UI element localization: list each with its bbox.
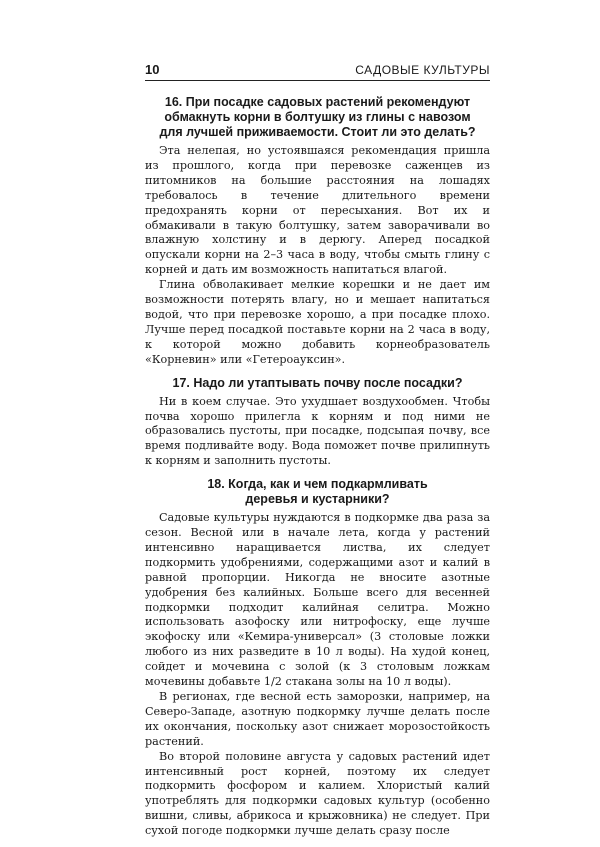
heading-line: 18. Когда, как и чем подкармливать (207, 477, 428, 492)
section-18 (145, 477, 490, 839)
section-heading (145, 376, 490, 391)
paragraph: Во второй половине августа у садовых растений идет интенсивный рост корней, поэтому их следует подкормить фосфором и калием. Хлористый калий употреблять для подкормки садовых культур (особенно вишни, сливы, абрикоса и крыжовника) не следует. При сухой погоде подкормки лучше делать сразу после (145, 749, 490, 838)
paragraph: Эта нелепая, но устоявшаяся рекомендация пришла из прошлого, когда при перевозке саженцев из питомников на большие расстояния на лошадях требовалось в течение длительного времени предохранять корни от пересыхания. Вот их и обмакивали в такую болтушку, затем заворачивали во влажную холстину и в дерюгу. Аперед посадкой опускали корни на 2–3 часа в воду, чтобы смыть глину с корней и дать им возможность напитаться влагой. (145, 144, 490, 277)
heading-line: обмакнуть корни в болтушку из глины с навозом (164, 110, 471, 124)
paragraph: В регионах, где весной есть заморозки, например, на Северо-Западе, азотную подкормку лучше делать после их окончания, поскольку азот снижает морозостойкость растений. (145, 690, 490, 748)
paragraph: Глина обволакивает мелкие корешки и не дает им возможности потерять влагу, но и мешает напитаться водой, что при перевозке хорошо, а при посадке плохо. Лучше перед посадкой поставьте корни на 2 часа в воду, к которой можно добавить корнеобразователь «Корневин» или «Гетероауксин». (145, 278, 490, 366)
paragraph: Ни в коем случае. Это ухудшает воздухообмен. Чтобы почва хорошо прилегла к корням и под ними не образовались пустоты, при посадке, подсыпая почву, все время подливайте воду. Вода поможет почве прилипнуть к корням и заполнить пустоты. (145, 394, 490, 468)
section-heading (145, 477, 490, 507)
section-16 (145, 95, 490, 368)
paragraph: Садовые культуры нуждаются в подкормке два раза за сезон. Весной или в начале лета, когда у растений интенсивно наращивается листва, их следует подкормить удобрениями, содержащими азот и калий в равной пропорции. Никогда не вносите азотные удобрения без калийных. Больше всего для весенней подкормки подходит калийная селитра. Можно использовать азофоску или нитрофоску, еще лучше экофоску или «Кемира-универсал» (3 столовые ложки любого из них разведите в 10 л воды). На худой конец, сойдет и мочевина с золой (к 3 столовым ложкам мочевины добавьте 1/2 стакана золы на 10 л воды). (145, 511, 490, 689)
heading-line: деревья и кустарники? (245, 492, 390, 507)
running-title: САДОВЫЕ КУЛЬТУРЫ (355, 63, 490, 77)
heading-line: для лучшей приживаемости. Стоит ли это делать? (159, 125, 476, 139)
book-page (145, 62, 490, 847)
heading-line: 17. Надо ли утаптывать почву после посадки? (172, 375, 463, 390)
running-head (145, 62, 490, 81)
section-heading (145, 95, 490, 140)
page-number: 10 (145, 62, 160, 77)
section-17 (145, 376, 490, 470)
heading-line: 16. При посадке садовых растений рекомендуют (164, 95, 471, 109)
